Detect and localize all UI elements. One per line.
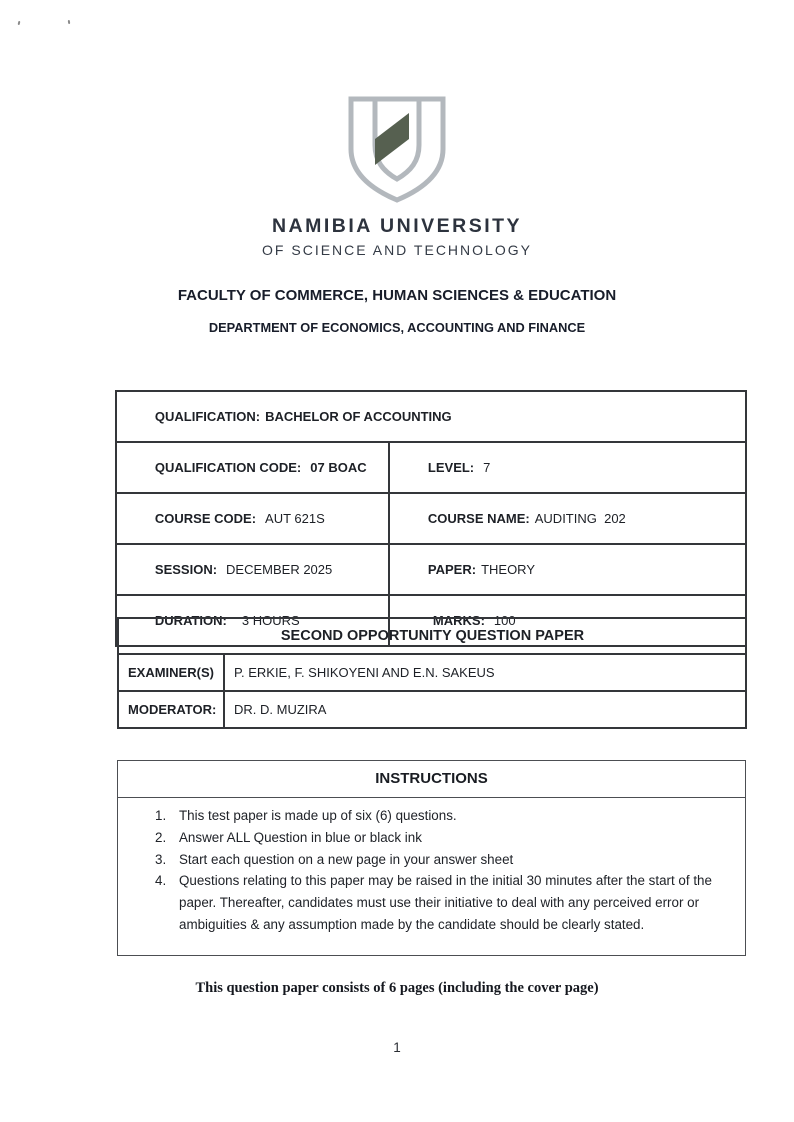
instructions-list [118,805,745,936]
table-row-paper-title [118,618,746,654]
qualification-code-value: 07 BOAC [310,460,367,475]
instructions-title: INSTRUCTIONS [118,761,745,798]
session-value: DECEMBER 2025 [226,562,333,577]
page-number: 1 [393,1040,401,1055]
course-name-label: COURSE NAME: [427,511,530,526]
table-row-examiners [118,654,746,691]
level-label: LEVEL: [427,460,475,475]
table-row-moderator [118,691,746,728]
table-row-course [116,493,746,544]
instruction-item-4: Questions relating to this paper may be raised in the initial 30 minutes after the start of the paper. Thereafter, candidates must use their initiative to deal with any perceived error or ambiguities & any assumption made by the candidate should be clearly stated. [179,873,712,932]
course-code-cell [116,493,389,544]
level-value: 7 [483,460,491,475]
instruction-item-3: Start each question on a new page in your answer sheet [179,851,514,867]
session-label: SESSION: [154,562,218,577]
session-cell [116,544,389,595]
course-name-cell [389,493,746,544]
duration-value: 3 HOURS [241,613,300,628]
examiners-label: EXAMINER(S) [118,654,224,691]
moderator-label: MODERATOR: [118,691,224,728]
university-name: NAMIBIA UNIVERSITY [271,215,523,237]
level-cell [389,442,746,493]
university-logo [0,94,794,258]
qualification-value: BACHELOR OF ACCOUNTING [265,409,452,424]
instruction-item-1: This test paper is made up of six (6) questions. [179,808,457,823]
page-count-note: This question paper consists of 6 pages (including the cover page) [195,980,599,996]
instruction-item-2: Answer ALL Question in blue or black ink [179,829,422,845]
qualification-cell [116,391,746,442]
paper-info-table [117,617,747,729]
course-code-value: AUT 621S [265,511,325,526]
qualification-code-cell [116,442,389,493]
paper-value: THEORY [481,562,535,577]
scan-speck [18,21,21,25]
marks-value: 100 [493,613,516,628]
marks-label: MARKS: [432,613,485,628]
moderator-value: DR. D. MUZIRA [224,691,746,728]
paper-label: PAPER: [427,562,477,577]
university-name-subtitle: OF SCIENCE AND TECHNOLOGY [262,242,532,258]
paper-title: SECOND OPPORTUNITY QUESTION PAPER [118,618,746,654]
scan-speck [68,20,71,24]
faculty-heading: FACULTY OF COMMERCE, HUMAN SCIENCES & EDUCATION [177,287,617,304]
instructions-box [117,760,746,956]
course-info-table [115,390,747,647]
department-heading: DEPARTMENT OF ECONOMICS, ACCOUNTING AND FINANCE [208,320,586,335]
table-row-qualification [116,391,746,442]
university-shield-icon [345,94,449,206]
examiners-value: P. ERKIE, F. SHIKOYENI AND E.N. SAKEUS [224,654,746,691]
duration-label: DURATION: [154,613,227,628]
qualification-code-label: QUALIFICATION CODE: [154,460,302,475]
paper-cell [389,544,746,595]
qualification-label: QUALIFICATION: [154,409,261,424]
course-code-label: COURSE CODE: [154,511,257,526]
table-row-session [116,544,746,595]
table-row-code-level [116,442,746,493]
course-name-value: AUDITING 202 [534,511,626,526]
